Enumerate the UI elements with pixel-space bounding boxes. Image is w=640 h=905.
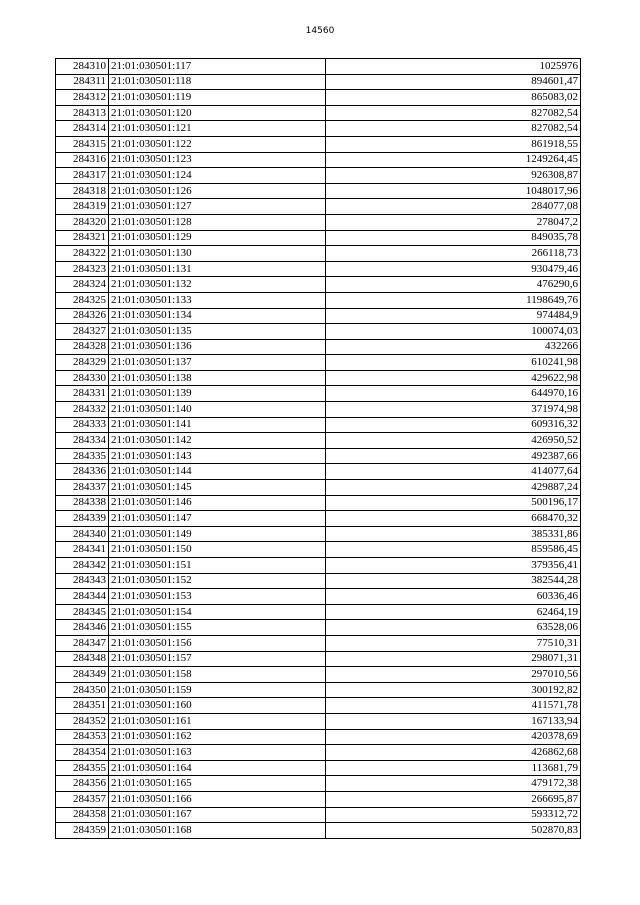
table-row <box>56 59 581 75</box>
cadastral-number-cell: 21:01:030501:161 <box>109 713 326 729</box>
table-row <box>56 776 581 792</box>
table-row <box>56 136 581 152</box>
table-row <box>56 511 581 527</box>
table-row <box>56 807 581 823</box>
row-number-cell: 284359 <box>56 823 109 839</box>
table-row <box>56 324 581 340</box>
cadastral-value-cell: 668470,32 <box>326 511 581 527</box>
cadastral-value-cell: 300192,82 <box>326 682 581 698</box>
cadastral-number-cell: 21:01:030501:149 <box>109 526 326 542</box>
table-row <box>56 308 581 324</box>
cadastral-number-cell: 21:01:030501:126 <box>109 183 326 199</box>
cadastral-number-cell: 21:01:030501:160 <box>109 698 326 714</box>
cadastral-value-cell: 62464,19 <box>326 604 581 620</box>
row-number-cell: 284318 <box>56 183 109 199</box>
cadastral-value-cell: 297010,56 <box>326 667 581 683</box>
table-row <box>56 589 581 605</box>
row-number-cell: 284331 <box>56 386 109 402</box>
row-number-cell: 284327 <box>56 324 109 340</box>
cadastral-number-cell: 21:01:030501:140 <box>109 402 326 418</box>
table-row <box>56 495 581 511</box>
cadastral-value-cell: 414077,64 <box>326 464 581 480</box>
cadastral-number-cell: 21:01:030501:147 <box>109 511 326 527</box>
table-row <box>56 760 581 776</box>
row-number-cell: 284357 <box>56 791 109 807</box>
table-row <box>56 355 581 371</box>
cadastral-number-cell: 21:01:030501:138 <box>109 370 326 386</box>
table-row <box>56 464 581 480</box>
table-row <box>56 729 581 745</box>
row-number-cell: 284354 <box>56 745 109 761</box>
row-number-cell: 284332 <box>56 402 109 418</box>
table-row <box>56 292 581 308</box>
table-row <box>56 620 581 636</box>
cadastral-value-cell: 63528,06 <box>326 620 581 636</box>
row-number-cell: 284353 <box>56 729 109 745</box>
row-number-cell: 284326 <box>56 308 109 324</box>
row-number-cell: 284334 <box>56 433 109 449</box>
cadastral-value-cell: 385331,86 <box>326 526 581 542</box>
cadastral-value-cell: 849035,78 <box>326 230 581 246</box>
cadastral-value-cell: 371974,98 <box>326 402 581 418</box>
table-row <box>56 667 581 683</box>
table-row <box>56 433 581 449</box>
row-number-cell: 284316 <box>56 152 109 168</box>
table-row <box>56 526 581 542</box>
cadastral-number-cell: 21:01:030501:135 <box>109 324 326 340</box>
cadastral-number-cell: 21:01:030501:131 <box>109 261 326 277</box>
cadastral-value-cell: 476290,6 <box>326 277 581 293</box>
row-number-cell: 284347 <box>56 635 109 651</box>
table-row <box>56 480 581 496</box>
cadastral-value-cell: 894601,47 <box>326 74 581 90</box>
cadastral-value-cell: 502870,83 <box>326 823 581 839</box>
row-number-cell: 284349 <box>56 667 109 683</box>
table-row <box>56 573 581 589</box>
table-row <box>56 745 581 761</box>
row-number-cell: 284320 <box>56 214 109 230</box>
row-number-cell: 284312 <box>56 90 109 106</box>
table-body <box>56 59 581 839</box>
table-row <box>56 199 581 215</box>
cadastral-value-cell: 610241,98 <box>326 355 581 371</box>
cadastral-number-cell: 21:01:030501:150 <box>109 542 326 558</box>
cadastral-number-cell: 21:01:030501:124 <box>109 168 326 184</box>
row-number-cell: 284338 <box>56 495 109 511</box>
row-number-cell: 284345 <box>56 604 109 620</box>
cadastral-number-cell: 21:01:030501:130 <box>109 246 326 262</box>
cadastral-number-cell: 21:01:030501:162 <box>109 729 326 745</box>
table-row <box>56 90 581 106</box>
cadastral-number-cell: 21:01:030501:142 <box>109 433 326 449</box>
cadastral-number-cell: 21:01:030501:123 <box>109 152 326 168</box>
row-number-cell: 284317 <box>56 168 109 184</box>
cadastral-number-cell: 21:01:030501:168 <box>109 823 326 839</box>
cadastral-value-cell: 411571,78 <box>326 698 581 714</box>
cadastral-number-cell: 21:01:030501:159 <box>109 682 326 698</box>
cadastral-value-cell: 77510,31 <box>326 635 581 651</box>
cadastral-value-cell: 609316,32 <box>326 417 581 433</box>
table-row <box>56 121 581 137</box>
cadastral-number-cell: 21:01:030501:144 <box>109 464 326 480</box>
table-row <box>56 558 581 574</box>
cadastral-value-cell: 60336,46 <box>326 589 581 605</box>
cadastral-number-cell: 21:01:030501:120 <box>109 105 326 121</box>
table-row <box>56 214 581 230</box>
table-row <box>56 713 581 729</box>
row-number-cell: 284311 <box>56 74 109 90</box>
cadastral-value-cell: 492387,66 <box>326 448 581 464</box>
table-row <box>56 246 581 262</box>
table-row <box>56 74 581 90</box>
row-number-cell: 284356 <box>56 776 109 792</box>
cadastral-value-cell: 100074,03 <box>326 324 581 340</box>
cadastral-value-cell: 974484,9 <box>326 308 581 324</box>
cadastral-value-cell: 827082,54 <box>326 105 581 121</box>
row-number-cell: 284335 <box>56 448 109 464</box>
cadastral-value-cell: 426950,52 <box>326 433 581 449</box>
table-row <box>56 261 581 277</box>
table-row <box>56 277 581 293</box>
cadastral-value-cell: 930479,46 <box>326 261 581 277</box>
row-number-cell: 284325 <box>56 292 109 308</box>
cadastral-number-cell: 21:01:030501:136 <box>109 339 326 355</box>
row-number-cell: 284340 <box>56 526 109 542</box>
cadastral-value-cell: 266695,87 <box>326 791 581 807</box>
cadastral-value-cell: 379356,41 <box>326 558 581 574</box>
cadastral-number-cell: 21:01:030501:156 <box>109 635 326 651</box>
cadastral-value-cell: 827082,54 <box>326 121 581 137</box>
cadastral-value-table <box>55 58 581 839</box>
cadastral-number-cell: 21:01:030501:121 <box>109 121 326 137</box>
cadastral-number-cell: 21:01:030501:119 <box>109 90 326 106</box>
table-row <box>56 635 581 651</box>
cadastral-number-cell: 21:01:030501:128 <box>109 214 326 230</box>
cadastral-number-cell: 21:01:030501:139 <box>109 386 326 402</box>
cadastral-number-cell: 21:01:030501:166 <box>109 791 326 807</box>
cadastral-value-cell: 432266 <box>326 339 581 355</box>
cadastral-value-cell: 1249264,45 <box>326 152 581 168</box>
cadastral-value-cell: 284077,08 <box>326 199 581 215</box>
cadastral-number-cell: 21:01:030501:118 <box>109 74 326 90</box>
table-row <box>56 542 581 558</box>
cadastral-value-cell: 926308,87 <box>326 168 581 184</box>
row-number-cell: 284348 <box>56 651 109 667</box>
row-number-cell: 284343 <box>56 573 109 589</box>
cadastral-number-cell: 21:01:030501:117 <box>109 59 326 75</box>
cadastral-value-cell: 479172,38 <box>326 776 581 792</box>
cadastral-number-cell: 21:01:030501:155 <box>109 620 326 636</box>
row-number-cell: 284355 <box>56 760 109 776</box>
cadastral-value-cell: 426862,68 <box>326 745 581 761</box>
table-row <box>56 651 581 667</box>
page-number: 14560 <box>305 26 335 36</box>
row-number-cell: 284329 <box>56 355 109 371</box>
cadastral-value-cell: 644970,16 <box>326 386 581 402</box>
table-row <box>56 698 581 714</box>
cadastral-value-cell: 1048017,96 <box>326 183 581 199</box>
cadastral-number-cell: 21:01:030501:165 <box>109 776 326 792</box>
row-number-cell: 284315 <box>56 136 109 152</box>
row-number-cell: 284351 <box>56 698 109 714</box>
cadastral-value-cell: 500196,17 <box>326 495 581 511</box>
cadastral-number-cell: 21:01:030501:158 <box>109 667 326 683</box>
cadastral-value-cell: 298071,31 <box>326 651 581 667</box>
table-row <box>56 230 581 246</box>
cadastral-value-cell: 859586,45 <box>326 542 581 558</box>
row-number-cell: 284324 <box>56 277 109 293</box>
cadastral-value-cell: 278047,2 <box>326 214 581 230</box>
row-number-cell: 284352 <box>56 713 109 729</box>
row-number-cell: 284321 <box>56 230 109 246</box>
cadastral-number-cell: 21:01:030501:127 <box>109 199 326 215</box>
cadastral-number-cell: 21:01:030501:143 <box>109 448 326 464</box>
table-row <box>56 370 581 386</box>
cadastral-number-cell: 21:01:030501:122 <box>109 136 326 152</box>
table-row <box>56 168 581 184</box>
table-row <box>56 448 581 464</box>
table-row <box>56 339 581 355</box>
table-row <box>56 183 581 199</box>
cadastral-value-cell: 865083,02 <box>326 90 581 106</box>
table-row <box>56 791 581 807</box>
row-number-cell: 284333 <box>56 417 109 433</box>
row-number-cell: 284314 <box>56 121 109 137</box>
cadastral-number-cell: 21:01:030501:132 <box>109 277 326 293</box>
cadastral-number-cell: 21:01:030501:134 <box>109 308 326 324</box>
cadastral-number-cell: 21:01:030501:152 <box>109 573 326 589</box>
cadastral-number-cell: 21:01:030501:154 <box>109 604 326 620</box>
row-number-cell: 284313 <box>56 105 109 121</box>
cadastral-number-cell: 21:01:030501:137 <box>109 355 326 371</box>
cadastral-value-cell: 429887,24 <box>326 480 581 496</box>
row-number-cell: 284328 <box>56 339 109 355</box>
row-number-cell: 284350 <box>56 682 109 698</box>
cadastral-value-cell: 266118,73 <box>326 246 581 262</box>
table-row <box>56 823 581 839</box>
table-row <box>56 682 581 698</box>
cadastral-number-cell: 21:01:030501:157 <box>109 651 326 667</box>
row-number-cell: 284310 <box>56 59 109 75</box>
cadastral-number-cell: 21:01:030501:151 <box>109 558 326 574</box>
cadastral-number-cell: 21:01:030501:167 <box>109 807 326 823</box>
cadastral-value-cell: 382544,28 <box>326 573 581 589</box>
row-number-cell: 284342 <box>56 558 109 574</box>
cadastral-value-cell: 167133,94 <box>326 713 581 729</box>
cadastral-number-cell: 21:01:030501:153 <box>109 589 326 605</box>
cadastral-value-cell: 429622,98 <box>326 370 581 386</box>
table-row <box>56 402 581 418</box>
row-number-cell: 284336 <box>56 464 109 480</box>
cadastral-value-cell: 420378,69 <box>326 729 581 745</box>
row-number-cell: 284341 <box>56 542 109 558</box>
cadastral-value-cell: 1025976 <box>326 59 581 75</box>
table-row <box>56 152 581 168</box>
row-number-cell: 284346 <box>56 620 109 636</box>
cadastral-number-cell: 21:01:030501:163 <box>109 745 326 761</box>
cadastral-value-cell: 113681,79 <box>326 760 581 776</box>
cadastral-number-cell: 21:01:030501:145 <box>109 480 326 496</box>
table-row <box>56 417 581 433</box>
row-number-cell: 284358 <box>56 807 109 823</box>
row-number-cell: 284319 <box>56 199 109 215</box>
cadastral-value-cell: 1198649,76 <box>326 292 581 308</box>
cadastral-value-cell: 861918,55 <box>326 136 581 152</box>
cadastral-value-cell: 593312,72 <box>326 807 581 823</box>
row-number-cell: 284330 <box>56 370 109 386</box>
table-row <box>56 604 581 620</box>
row-number-cell: 284323 <box>56 261 109 277</box>
row-number-cell: 284339 <box>56 511 109 527</box>
row-number-cell: 284344 <box>56 589 109 605</box>
cadastral-number-cell: 21:01:030501:146 <box>109 495 326 511</box>
cadastral-number-cell: 21:01:030501:141 <box>109 417 326 433</box>
table-row <box>56 105 581 121</box>
row-number-cell: 284322 <box>56 246 109 262</box>
row-number-cell: 284337 <box>56 480 109 496</box>
cadastral-number-cell: 21:01:030501:133 <box>109 292 326 308</box>
cadastral-number-cell: 21:01:030501:129 <box>109 230 326 246</box>
cadastral-number-cell: 21:01:030501:164 <box>109 760 326 776</box>
table-row <box>56 386 581 402</box>
